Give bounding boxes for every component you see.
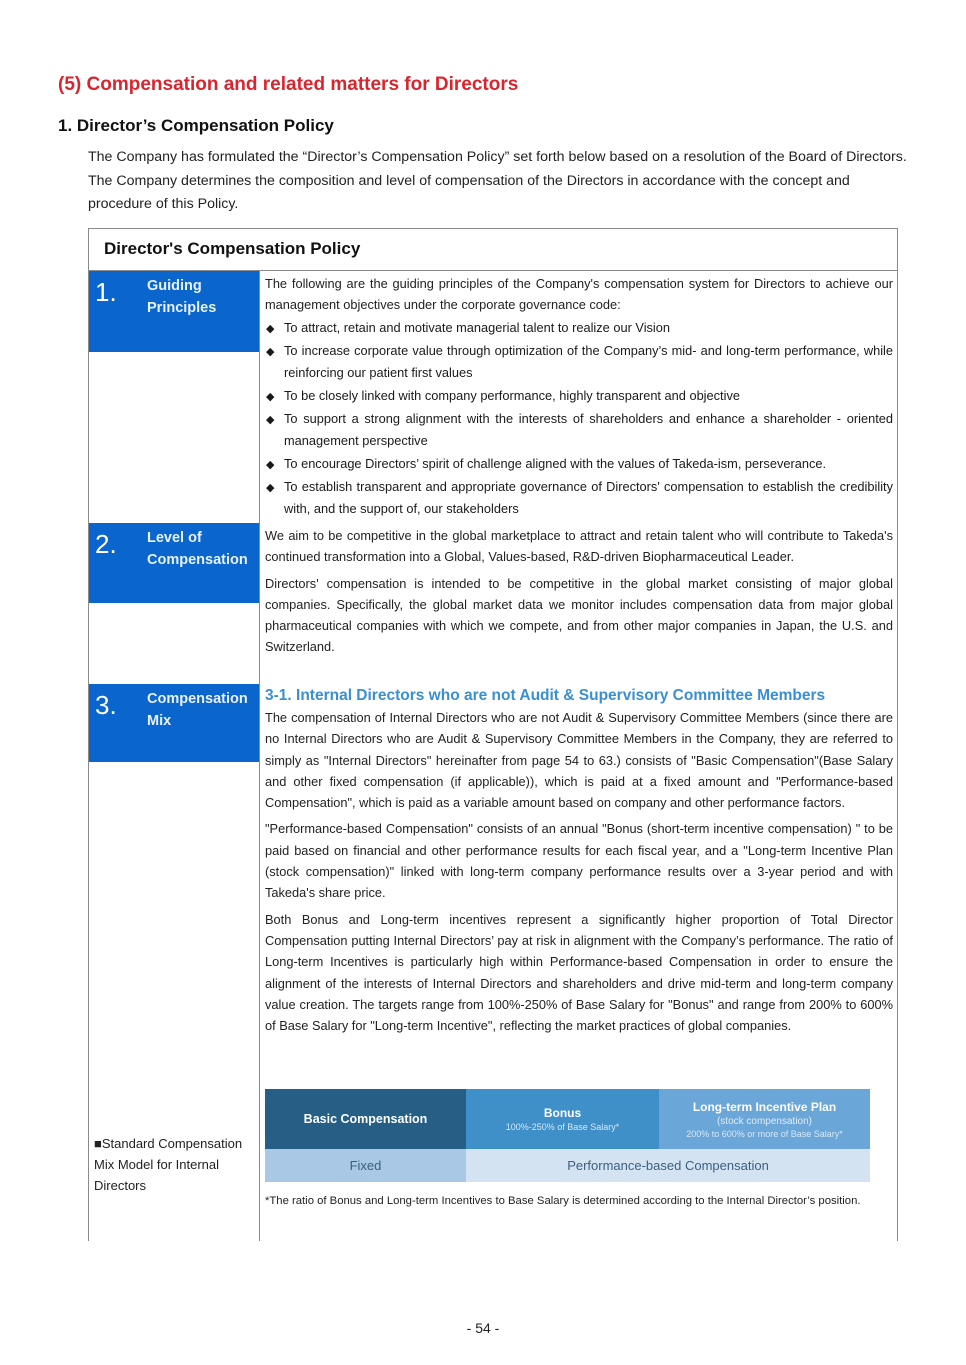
- mix-performance-based: Performance-based Compensation: [466, 1149, 870, 1182]
- intro-paragraph: The Company has formulated the “Director’s Compensation Policy” set forth below based on a resolution of the Board of Directors. The Company determines the composition and level of compensation of the Directors in accordance with the concept and procedure of this Policy.: [88, 149, 907, 212]
- footnote: *The ratio of Bonus and Long-term Incentives to Base Salary is determined according to the Internal Director’s position.: [265, 1195, 861, 1207]
- policy-left-column: [89, 271, 260, 1241]
- section-label: Level of Compensation: [147, 530, 248, 568]
- compensation-mix-content: [265, 685, 893, 1036]
- section-number: 2.: [95, 529, 117, 559]
- paragraph: Both Bonus and Long-term incentives represent a significantly higher proportion of Total Director Compensation putting Internal Directors’ pay at risk in alignment with the Company’s performance. The ratio of Long-term Incentives is particularly high within Performance-based Compensation in order to ensure the alignment of the interests of Internal Directors and shareholders and drive mid-term and long-term company value creation. The targets range from 100%-250% of Base Salary for "Bonus" and range from 200% to 600% of Base Salary for "Long-term Incentive", reflecting the market practices of global companies.: [265, 911, 893, 1034]
- section-label: Compensation Mix: [147, 691, 248, 729]
- paragraph: Directors' compensation is intended to be competitive in the global market consisting of major global companies. Specifically, the global market data we monitor includes compensation data from major global pharmaceutical companies with which we compete, and from other major companies in Japan, the U.S. and Switzerland.: [265, 575, 893, 655]
- diamond-bullet-icon: ◆: [266, 458, 275, 471]
- section-label: Guiding Principles: [147, 278, 217, 316]
- list-item: ◆ To increase corporate value through optimization of the Company’s mid- and long-term performance, while reinforcing our patient first values: [266, 342, 893, 380]
- page-number: - 54 -: [466, 1320, 500, 1336]
- list-item: ◆ To attract, retain and motivate managerial talent to realize our Vision: [265, 317, 893, 339]
- tab-compensation-mix: [89, 684, 259, 762]
- diamond-bullet-icon: ◆: [266, 322, 275, 335]
- diamond-bullet-icon: ◆: [266, 481, 275, 494]
- paragraph: "Performance-based Compensation" consists of an annual "Bonus (short-term incentive compensation) " to be paid based on financial and other performance results for each fiscal year, and a "Long-term Incentive Plan (stock compensation)" linked with long-term company performance results over a 3-year period and with Takeda's share price.: [265, 821, 893, 901]
- list-item: ◆ To establish transparent and appropriate governance of Directors' compensation to establish the credibility with, and the support of, our stakeholders: [266, 478, 893, 516]
- tab-level-of-compensation: [89, 523, 259, 603]
- section-title: (5) Compensation and related matters for Directors: [58, 74, 519, 95]
- diamond-bullet-icon: ◆: [266, 390, 275, 403]
- policy-header: Director's Compensation Policy: [89, 229, 897, 271]
- guiding-intro: The following are the guiding principles of the Company's compensation system for Directors to achieve our management objectives under the corporate governance code:: [265, 276, 893, 313]
- list-item: ◆ To be closely linked with company performance, highly transparent and objective: [265, 385, 893, 407]
- diamond-bullet-icon: ◆: [266, 345, 275, 358]
- mix-bonus: Bonus 100%-250% of Base Salary*: [466, 1089, 659, 1149]
- section-number: 3.: [95, 690, 117, 720]
- principles-list: [265, 317, 893, 520]
- sub-title: 1. Director’s Compensation Policy: [58, 116, 334, 135]
- level-of-compensation-content: [265, 525, 893, 658]
- policy-box: [88, 228, 898, 1241]
- paragraph: The compensation of Internal Directors who are not Audit & Supervisory Committee Members (since there are no Internal Directors who are Audit & Supervisory Committee Members in the Company, they are referred to simply as "Internal Directors" hereinafter from page 54 to 63.) consists of "Basic Compensation"(Base Salary and other fixed compensation (if applicable)), which is paid at a fixed amount and "Performance-based Compensation", which is paid as a variable amount based on company and other performance factors.: [265, 710, 893, 811]
- tab-guiding-principles: [89, 271, 259, 352]
- guiding-principles-content: [265, 273, 893, 520]
- mix-model-label: ■Standard Compensation Mix Model for Internal Directors: [94, 1136, 243, 1193]
- section-number: 1.: [95, 277, 117, 307]
- compensation-mix-diagram: [265, 1089, 870, 1182]
- list-item: ◆ To encourage Directors’ spirit of challenge aligned with the values of Takeda-ism, perseverance.: [265, 453, 893, 475]
- mix-basic-compensation: Basic Compensation: [265, 1089, 466, 1149]
- mix-fixed: Fixed: [265, 1149, 466, 1182]
- mix-long-term-incentive: Long-term Incentive Plan (stock compensation) 200% to 600% or more of Base Salary*: [659, 1089, 870, 1149]
- list-item: ◆ To support a strong alignment with the interests of shareholders and enhance a shareholder - oriented management perspective: [266, 410, 893, 448]
- subheading-3-1: 3-1. Internal Directors who are not Audit & Supervisory Committee Members: [265, 687, 826, 704]
- diamond-bullet-icon: ◆: [266, 413, 275, 426]
- paragraph: We aim to be competitive in the global marketplace to attract and retain talent who will contribute to Takeda's continued transformation into a Global, Values-based, R&D-driven Biopharmaceutical Leader.: [265, 528, 893, 565]
